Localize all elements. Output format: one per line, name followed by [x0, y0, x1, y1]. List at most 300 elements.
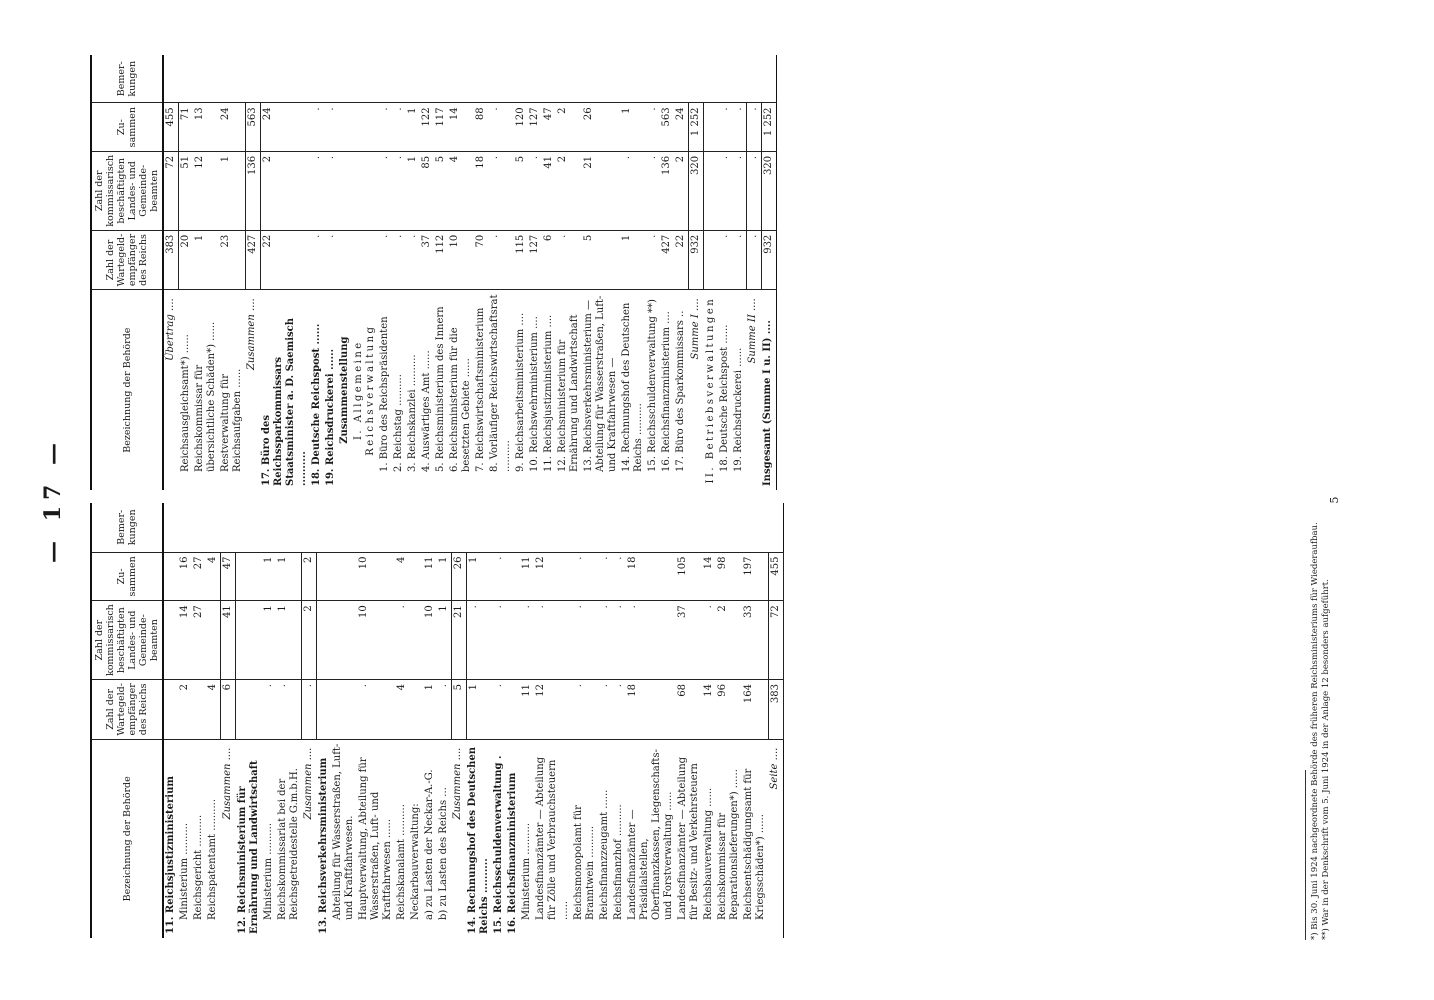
- footnote-2: **) War in der Denkschrift vom 5. Juni 1924 in der Anlage 12 besonders aufgeführt.: [1321, 579, 1331, 940]
- table-row: [582, 55, 620, 490]
- table-row: [395, 503, 409, 938]
- remarks-cell: [260, 55, 310, 103]
- table-row: [352, 55, 378, 490]
- table-row: [245, 55, 260, 490]
- row-label-cell: [178, 739, 192, 938]
- row-label: Zusammen ....: [302, 747, 314, 820]
- row-label-cell: [437, 739, 452, 938]
- zus-cell: [317, 552, 331, 601]
- zus-cell: 47: [221, 552, 236, 601]
- warte-cell: [236, 680, 262, 740]
- row-label: 5. Reichsministerium des Innern: [435, 306, 446, 472]
- row-label-cell: [236, 739, 262, 938]
- zus-cell: 24: [219, 103, 245, 151]
- warte-cell: .: [310, 230, 324, 290]
- row-label-cell: [716, 739, 742, 938]
- zus-cell: 27: [192, 552, 206, 601]
- komm-cell: 21: [582, 151, 620, 230]
- komm-cell: 41: [542, 151, 556, 230]
- remarks-cell: [534, 503, 572, 552]
- zus-cell: 88: [474, 103, 488, 151]
- table-row: [302, 503, 317, 938]
- row-label-cell: [434, 290, 448, 490]
- komm-cell: 2: [302, 601, 317, 680]
- zus-cell: 4: [395, 552, 409, 601]
- zus-cell: 455: [768, 552, 783, 601]
- warte-cell: 112: [434, 230, 448, 290]
- row-label: Ministerium ..........: [262, 822, 274, 920]
- row-label-cell: [179, 290, 194, 490]
- komm-cell: 2: [260, 151, 310, 230]
- row-label: I. Allgemeine Reichsverwaltung: [353, 324, 376, 456]
- warte-cell: .: [357, 680, 395, 740]
- row-label-cell: [466, 739, 492, 938]
- table-row: [598, 503, 612, 938]
- zus-cell: 122: [420, 103, 434, 151]
- table-row: [179, 55, 194, 490]
- zus-cell: 11: [520, 552, 534, 601]
- komm-cell: 18: [474, 151, 488, 230]
- komm-cell: 10: [357, 601, 395, 680]
- komm-cell: 85: [420, 151, 434, 230]
- row-label-cell: [761, 290, 776, 490]
- komm-cell: [236, 601, 262, 680]
- row-label-cell: [448, 290, 474, 490]
- warte-cell: .: [556, 230, 582, 290]
- komm-cell: [338, 151, 352, 230]
- remarks-cell: [219, 55, 245, 103]
- row-label-cell: [310, 290, 324, 490]
- warte-cell: 11: [520, 680, 534, 740]
- row-label: a) zu Lasten der Neckar-A.-G.: [423, 769, 435, 920]
- row-label-cell: [423, 739, 437, 938]
- warte-cell: 383: [163, 230, 179, 290]
- row-label-cell: [542, 290, 556, 490]
- remarks-cell: [718, 55, 732, 103]
- remarks-cell: [732, 55, 747, 103]
- row-label-cell: [324, 290, 338, 490]
- table-row: [520, 503, 534, 938]
- table-row: [718, 55, 732, 490]
- remarks-cell: [357, 503, 395, 552]
- komm-cell: .: [626, 601, 676, 680]
- table-row: [542, 55, 556, 490]
- warte-cell: 23: [219, 230, 245, 290]
- warte-cell: 164: [742, 680, 768, 740]
- zus-cell: 105: [676, 552, 702, 601]
- row-label-cell: [451, 739, 466, 938]
- warte-cell: 96: [716, 680, 742, 740]
- komm-cell: .: [488, 151, 514, 230]
- table-right: [90, 55, 777, 490]
- table-row: [420, 55, 434, 490]
- komm-cell: [352, 151, 378, 230]
- zus-cell: 1: [620, 103, 646, 151]
- remarks-cell: [556, 55, 582, 103]
- table-row: [626, 503, 676, 938]
- warte-cell: 115: [514, 230, 528, 290]
- table-row: [556, 55, 582, 490]
- zus-cell: 71: [179, 103, 194, 151]
- table-row: [746, 55, 761, 490]
- table-row: [310, 55, 324, 490]
- row-label: 17. Büro des Sparkommissars ..: [675, 310, 686, 472]
- row-label-cell: [392, 290, 406, 490]
- remarks-cell: [626, 503, 676, 552]
- row-label: 11. Reichsjustizministerium: [165, 776, 176, 934]
- table-row: [528, 55, 542, 490]
- warte-cell: .: [262, 680, 276, 740]
- table-row: [466, 503, 492, 938]
- warte-cell: 12: [534, 680, 572, 740]
- footnote-1: *) Bis 30. Juni 1924 nachgeordnete Behörde des früheren Reichsministeriums für Wiederaufbau.: [1310, 522, 1320, 940]
- komm-cell: 1: [406, 151, 420, 230]
- zus-cell: 2: [556, 103, 582, 151]
- warte-cell: 68: [676, 680, 702, 740]
- row-label: Summe I ....: [689, 298, 701, 360]
- row-label-cell: [626, 739, 676, 938]
- warte-cell: 1: [620, 230, 646, 290]
- col-warte-header: Zahl der Wartegeld-empfänger des Reichs: [91, 680, 163, 740]
- row-label: 18. Deutsche Reichspost ......: [718, 324, 730, 472]
- zus-cell: 10: [357, 552, 395, 601]
- komm-cell: 320: [689, 151, 704, 230]
- remarks-cell: [434, 55, 448, 103]
- row-label: Reichspatentamt ..........: [207, 798, 218, 920]
- warte-cell: 20: [179, 230, 194, 290]
- table-row: [163, 503, 178, 938]
- row-label: Ministerium ..........: [179, 822, 190, 920]
- table-row: [192, 503, 206, 938]
- row-label-cell: [718, 290, 732, 490]
- warte-cell: .: [276, 680, 302, 740]
- table-row: [392, 55, 406, 490]
- warte-cell: 427: [245, 230, 260, 290]
- warte-cell: 4: [395, 680, 409, 740]
- remarks-cell: [514, 55, 528, 103]
- row-label-cell: [409, 739, 423, 938]
- remarks-cell: [324, 55, 338, 103]
- row-label: 3. Reichskanzlei ..........: [407, 354, 418, 472]
- remarks-cell: [276, 503, 302, 552]
- row-label-cell: [676, 739, 702, 938]
- warte-cell: .: [392, 230, 406, 290]
- warte-cell: 22: [674, 230, 689, 290]
- warte-cell: 2: [178, 680, 192, 740]
- remarks-cell: [310, 55, 324, 103]
- row-label: 14. Rechnungshof des Deutschen Reichs ..........: [621, 302, 644, 472]
- warte-cell: 37: [420, 230, 434, 290]
- row-label-cell: [598, 739, 612, 938]
- remarks-cell: [746, 55, 761, 103]
- table-row: [674, 55, 689, 490]
- komm-cell: .: [310, 151, 324, 230]
- remarks-cell: [702, 503, 716, 552]
- komm-cell: .: [718, 151, 732, 230]
- table-row: [761, 55, 776, 490]
- zus-cell: 24: [674, 103, 689, 151]
- table-row: [704, 55, 718, 490]
- row-label: 4. Auswärtiges Amt ......: [421, 350, 432, 472]
- zus-cell: 98: [716, 552, 742, 601]
- row-label-cell: [528, 290, 542, 490]
- remarks-cell: [768, 503, 783, 552]
- warte-cell: 18: [626, 680, 676, 740]
- row-label: Landesfinanzämter — Präsidialstellen, Oberfinanzkassen, Liegenschafts- und Forstverwaltung ......: [627, 749, 674, 920]
- row-label-cell: [612, 739, 626, 938]
- warte-cell: 932: [761, 230, 776, 290]
- row-label-cell: [620, 290, 646, 490]
- table-row: [406, 55, 420, 490]
- warte-cell: 383: [768, 680, 783, 740]
- remarks-cell: [492, 503, 506, 552]
- row-label: Landesfinanzämter — Abteilung für Besitz- und Verkehrsteuern: [677, 756, 700, 920]
- komm-cell: [506, 601, 520, 680]
- table-row: [676, 503, 702, 938]
- table-row: [317, 503, 331, 938]
- col-label-header: Bezeichnung der Behörde: [121, 776, 133, 902]
- row-label: Zusammenstellung: [339, 336, 350, 444]
- row-label-cell: [206, 739, 221, 938]
- row-label-cell: [746, 290, 761, 490]
- komm-cell: .: [534, 601, 572, 680]
- remarks-cell: [466, 503, 492, 552]
- row-label-cell: [704, 290, 718, 490]
- komm-cell: 21: [451, 601, 466, 680]
- warte-cell: [317, 680, 331, 740]
- row-label-cell: [193, 290, 219, 490]
- zus-cell: 24: [260, 103, 310, 151]
- zus-cell: [331, 552, 357, 601]
- remarks-cell: [179, 55, 194, 103]
- komm-cell: [163, 601, 178, 680]
- zus-cell: [352, 103, 378, 151]
- table-row: [534, 503, 572, 938]
- remarks-cell: [352, 55, 378, 103]
- zus-cell: .: [488, 103, 514, 151]
- remarks-cell: [448, 55, 474, 103]
- warte-cell: 427: [660, 230, 674, 290]
- remarks-cell: [488, 55, 514, 103]
- table-left: [90, 503, 784, 938]
- komm-cell: 51: [179, 151, 194, 230]
- row-label: Reichsfinanzzeugamt ......: [599, 789, 610, 920]
- row-label: Reichskommissar für übersichtliche Schäden*) ......: [194, 321, 217, 472]
- table-row: [492, 503, 506, 938]
- row-label-cell: [646, 290, 660, 490]
- remarks-cell: [245, 55, 260, 103]
- row-label: Landesfinanzämter — Abteilung für Zölle und Verbrauchsteuern ......: [535, 756, 570, 920]
- remarks-cell: [572, 503, 598, 552]
- komm-cell: [704, 151, 718, 230]
- row-label: Seite ....: [769, 747, 780, 790]
- table-row: [378, 55, 392, 490]
- zus-cell: 13: [193, 103, 219, 151]
- zus-cell: 1: [262, 552, 276, 601]
- row-label: 6. Reichsministerium für die besetzten Gebiete ......: [449, 327, 472, 472]
- table-row: [236, 503, 262, 938]
- row-label-cell: [352, 290, 378, 490]
- row-label: 17. Büro des Reichssparkommissars Staatsminister a. D. Saemisch ..........: [261, 317, 308, 486]
- komm-cell: .: [324, 151, 338, 230]
- remarks-cell: [742, 503, 768, 552]
- table-row: [732, 55, 747, 490]
- table-row: [572, 503, 598, 938]
- row-label: 2. Reichstag ..........: [393, 374, 404, 472]
- warte-cell: .: [324, 230, 338, 290]
- remarks-cell: [409, 503, 423, 552]
- komm-cell: .: [746, 151, 761, 230]
- row-label-cell: [742, 739, 768, 938]
- remarks-cell: [317, 503, 331, 552]
- warte-cell: [409, 680, 423, 740]
- table-row: [474, 55, 488, 490]
- warte-cell: .: [378, 230, 392, 290]
- remarks-cell: [542, 55, 556, 103]
- remarks-cell: [331, 503, 357, 552]
- zus-cell: 117: [434, 103, 448, 151]
- row-label: 18. Deutsche Reichspost ......: [311, 323, 322, 486]
- row-label-cell: [660, 290, 674, 490]
- komm-cell: 1: [219, 151, 245, 230]
- warte-cell: [352, 230, 378, 290]
- row-label: Reichsmonopolamt für Branntwein ..........: [573, 805, 596, 920]
- remarks-cell: [221, 503, 236, 552]
- zus-cell: 4: [206, 552, 221, 601]
- zus-cell: 563: [245, 103, 260, 151]
- row-label-cell: [192, 739, 206, 938]
- remarks-cell: [192, 503, 206, 552]
- row-label: 15. Reichsschuldenverwaltung **): [647, 299, 658, 472]
- remarks-cell: [689, 55, 704, 103]
- row-label: 13. Reichsverkehrsministerium: [317, 757, 329, 934]
- table-row: [262, 503, 276, 938]
- remarks-cell: [378, 55, 392, 103]
- footer-page-number: 5: [1328, 496, 1341, 504]
- row-label: Übertrag ....: [165, 298, 176, 361]
- table-row: [357, 503, 395, 938]
- row-label-cell: [768, 739, 783, 938]
- warte-cell: .: [646, 230, 660, 290]
- komm-cell: .: [395, 601, 409, 680]
- zus-cell: .: [572, 552, 598, 601]
- zus-cell: 1 252: [761, 103, 776, 151]
- row-label-cell: [221, 739, 236, 938]
- row-label-cell: [219, 290, 245, 490]
- komm-cell: 10: [423, 601, 437, 680]
- komm-cell: .: [620, 151, 646, 230]
- remarks-cell: [420, 55, 434, 103]
- zus-cell: 18: [626, 552, 676, 601]
- row-label-cell: [260, 290, 310, 490]
- row-label: Neckarbauverwaltung:: [409, 803, 421, 920]
- komm-cell: 41: [221, 601, 236, 680]
- komm-cell: .: [492, 601, 506, 680]
- zus-cell: 197: [742, 552, 768, 601]
- zus-cell: 1: [466, 552, 492, 601]
- row-label: 16. Reichsfinanzministerium: [507, 772, 518, 934]
- komm-cell: 37: [676, 601, 702, 680]
- row-label-cell: [302, 739, 317, 938]
- table-row: [260, 55, 310, 490]
- komm-cell: .: [520, 601, 534, 680]
- zus-cell: 16: [178, 552, 192, 601]
- zus-cell: 47: [542, 103, 556, 151]
- row-label: Reichsbauverwaltung ......: [703, 787, 714, 920]
- row-label-cell: [488, 290, 514, 490]
- zus-cell: 563: [660, 103, 674, 151]
- remarks-cell: [338, 55, 352, 103]
- warte-cell: .: [612, 680, 626, 740]
- komm-cell: .: [572, 601, 598, 680]
- zus-cell: 26: [582, 103, 620, 151]
- remarks-cell: [716, 503, 742, 552]
- komm-cell: 72: [768, 601, 783, 680]
- remarks-cell: [206, 503, 221, 552]
- warte-cell: .: [492, 680, 506, 740]
- table-row: [716, 503, 742, 938]
- warte-cell: 6: [542, 230, 556, 290]
- zus-cell: [704, 103, 718, 151]
- table-row: [193, 55, 219, 490]
- row-label: Abteilung für Wasserstraßen, Luft- und Kraftfahrwesen.: [331, 743, 355, 920]
- row-label: 14. Rechnungshof des Deutschen Reichs ..........: [467, 746, 490, 934]
- zus-cell: 1: [406, 103, 420, 151]
- komm-cell: [331, 601, 357, 680]
- remarks-cell: [423, 503, 437, 552]
- zus-cell: .: [392, 103, 406, 151]
- row-label: Reichsausgleichsamt*) ......: [179, 334, 191, 472]
- zus-cell: .: [310, 103, 324, 151]
- row-label-cell: [331, 739, 357, 938]
- table-row: [163, 55, 179, 490]
- remarks-cell: [451, 503, 466, 552]
- remarks-cell: [395, 503, 409, 552]
- komm-cell: 5: [514, 151, 528, 230]
- komm-cell: 320: [761, 151, 776, 230]
- table-row: [620, 55, 646, 490]
- row-label: 11. Reichsjustizministerium ....: [543, 314, 554, 472]
- remarks-cell: [528, 55, 542, 103]
- komm-cell: 2: [556, 151, 582, 230]
- col-komm-header: Zahl der kommissarisch beschäftigten Landes- und Gemeinde-beamten: [91, 151, 163, 230]
- warte-cell: 22: [260, 230, 310, 290]
- remarks-cell: [163, 503, 178, 552]
- zus-cell: 127: [528, 103, 542, 151]
- zus-cell: .: [324, 103, 338, 151]
- komm-cell: [317, 601, 331, 680]
- col-warte-header: Zahl der Wartegeld-empfänger des Reichs: [91, 230, 163, 290]
- komm-cell: 4: [448, 151, 474, 230]
- row-label: Hauptverwaltung, Abteilung für Wasserstraßen, Luft- und Kraftfahrwesen ......: [357, 757, 393, 920]
- table-row: [448, 55, 474, 490]
- table-row: [178, 503, 192, 938]
- table-row: [324, 55, 338, 490]
- warte-cell: [331, 680, 357, 740]
- remarks-cell: [506, 503, 520, 552]
- table-row: [434, 55, 448, 490]
- remarks-cell: [474, 55, 488, 103]
- row-label-cell: [420, 290, 434, 490]
- row-label-cell: [572, 739, 598, 938]
- row-label: 16. Reichsfinanzministerium ....: [661, 311, 672, 472]
- row-label-cell: [395, 739, 409, 938]
- komm-cell: 5: [434, 151, 448, 230]
- warte-cell: .: [406, 230, 420, 290]
- komm-cell: .: [598, 601, 612, 680]
- row-label: Ministerium ..........: [521, 822, 532, 920]
- remarks-cell: [761, 55, 776, 103]
